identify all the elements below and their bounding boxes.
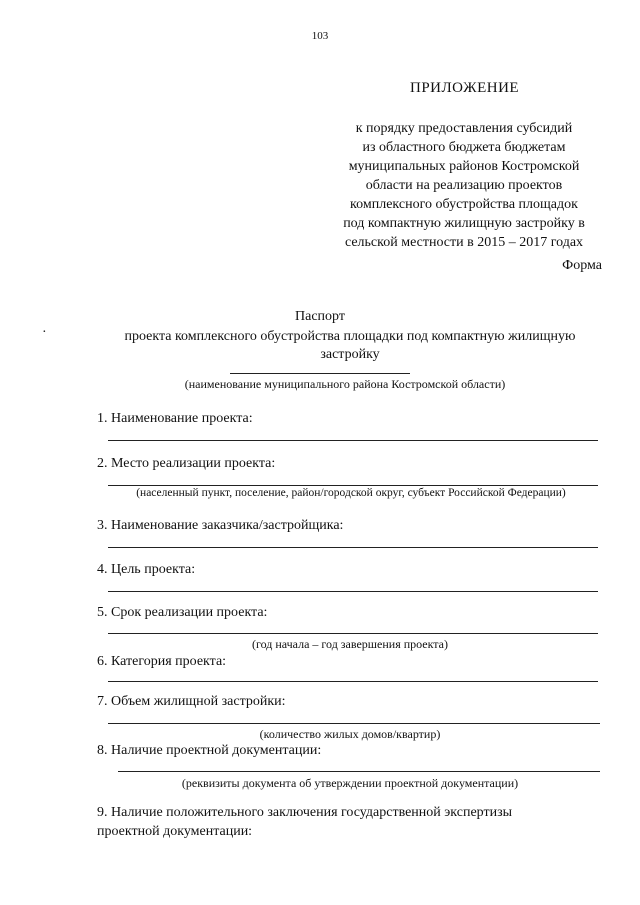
field-volume-label: 7. Объем жилищной застройки: <box>97 694 286 709</box>
district-blank-line <box>230 373 410 374</box>
field-goal-label: 4. Цель проекта: <box>97 562 196 577</box>
field-documentation-caption: (реквизиты документа об утверждении проектной документации) <box>181 776 519 790</box>
field-documentation-line[interactable] <box>118 771 600 772</box>
field-expertise-label <box>97 803 512 841</box>
field-goal-line[interactable] <box>108 591 598 592</box>
appendix-description <box>320 119 608 252</box>
appendix-line: сельской местности в 2015 – 2017 годах <box>344 235 584 250</box>
field-category-line[interactable] <box>108 681 598 682</box>
page-number: 103 <box>311 30 329 42</box>
passport-title: Паспорт <box>295 309 345 324</box>
field-term-label: 5. Срок реализации проекта: <box>97 605 268 620</box>
passport-subtitle-line: проекта комплексного обустройства площадки под компактную жилищную <box>124 329 576 344</box>
district-caption: (наименование муниципального района Костромской области) <box>184 377 506 391</box>
field-customer-label: 3. Наименование заказчика/застройщика: <box>97 518 344 533</box>
appendix-title: ПРИЛОЖЕНИЕ <box>410 80 520 96</box>
field-location-caption: (населенный пункт, поселение, район/городской округ, субъект Российской Федерации) <box>136 487 566 499</box>
passport-subtitle-line: застройку <box>320 347 380 362</box>
field-expertise-line2: проектной документации: <box>97 824 253 839</box>
scan-mark: · <box>42 325 47 340</box>
field-volume-line[interactable] <box>108 723 600 724</box>
appendix-line: комплексного обустройства площадок <box>350 197 578 212</box>
appendix-line: к порядку предоставления субсидий <box>355 121 573 136</box>
field-location-label: 2. Место реализации проекта: <box>97 456 276 471</box>
field-term-caption: (год начала – год завершения проекта) <box>251 637 448 651</box>
field-project-name-label: 1. Наименование проекта: <box>97 411 253 426</box>
field-category-label: 6. Категория проекта: <box>97 654 227 669</box>
appendix-line: муниципальных районов Костромской <box>348 159 580 174</box>
appendix-line: из областного бюджета бюджетам <box>362 140 566 155</box>
field-expertise-line1: 9. Наличие положительного заключения государственной экспертизы <box>97 805 513 820</box>
field-customer-line[interactable] <box>108 547 598 548</box>
field-term-line[interactable] <box>108 633 598 634</box>
field-location-line[interactable] <box>108 485 598 486</box>
form-label: Форма <box>562 258 602 273</box>
appendix-line: области на реализацию проектов <box>365 178 563 193</box>
field-documentation-label: 8. Наличие проектной документации: <box>97 743 322 758</box>
appendix-line: под компактную жилищную застройку в <box>343 216 585 231</box>
field-project-name-line[interactable] <box>108 440 598 441</box>
field-volume-caption: (количество жилых домов/квартир) <box>259 727 441 741</box>
passport-subtitle <box>95 328 605 364</box>
